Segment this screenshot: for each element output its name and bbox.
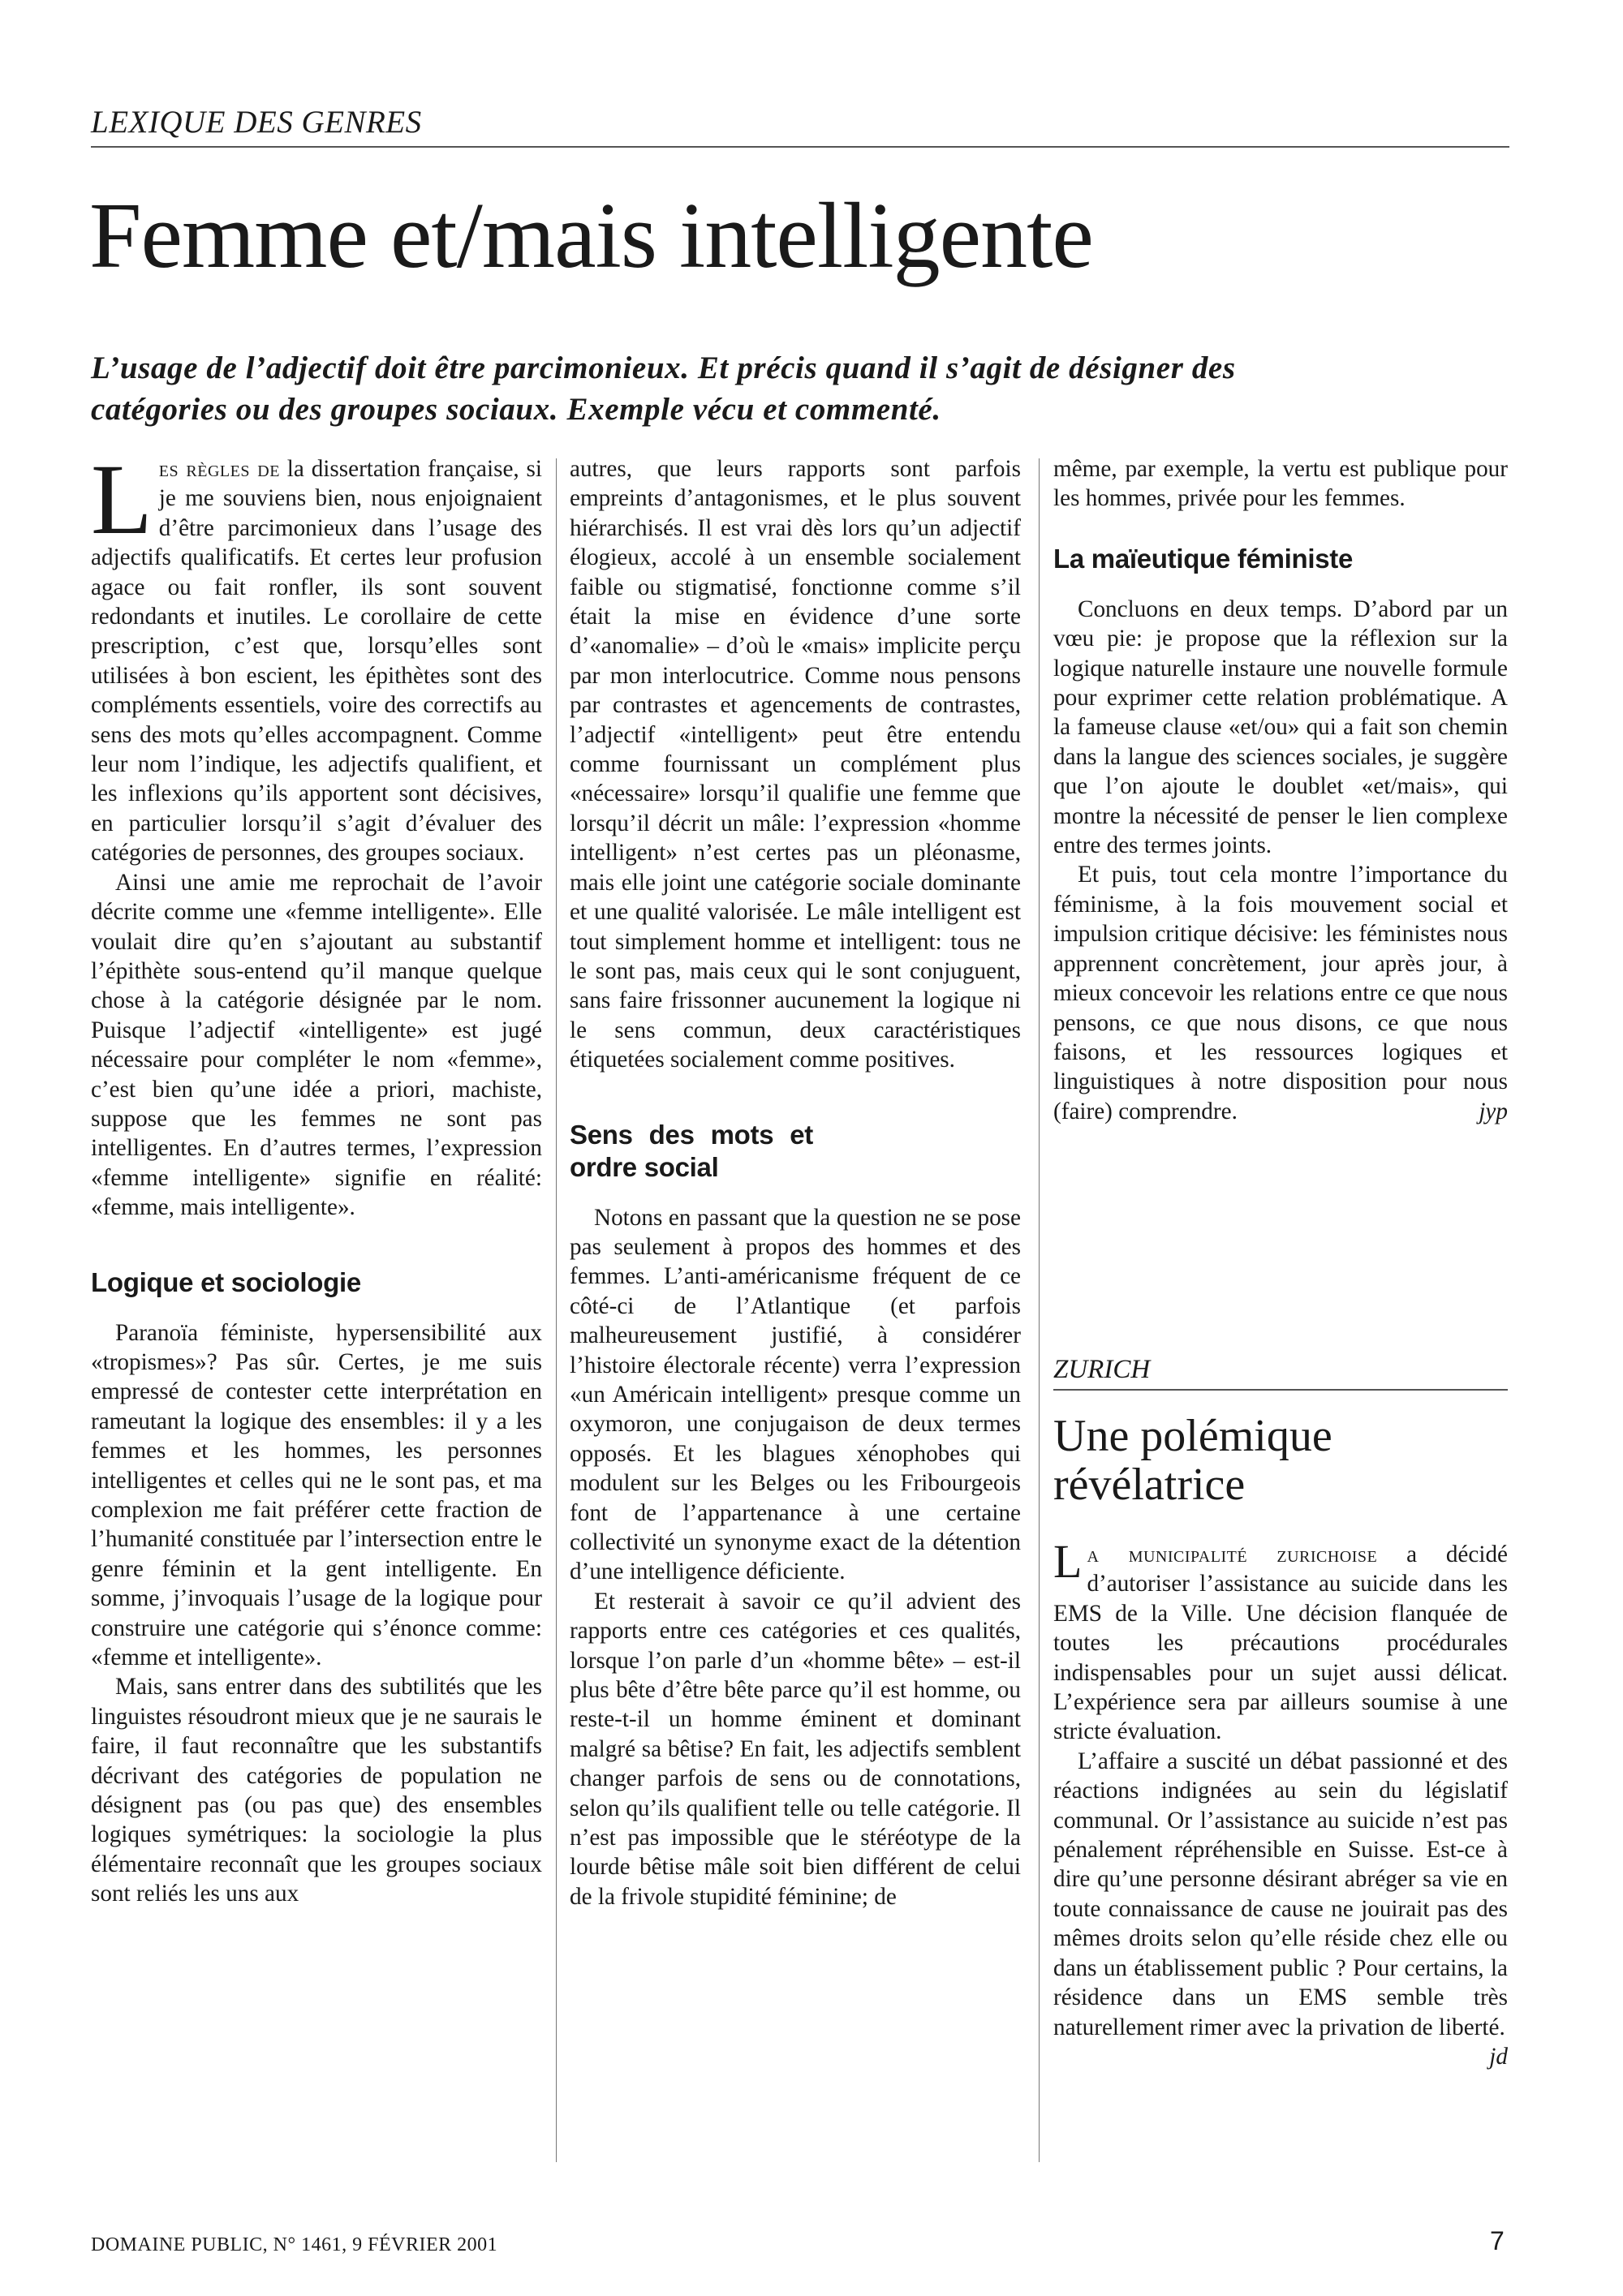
sidebar-body bbox=[1053, 1535, 1508, 2071]
page-footer: DOMAINE PUBLIC, N° 1461, 9 FÉVRIER 2001 bbox=[91, 2234, 498, 2255]
article-lede: L’usage de l’adjectif doit être parcimonieux. Et précis quand il s’agit de désigner des catégories ou des groupes sociaux. Exemple vécu et commenté. bbox=[91, 350, 1236, 427]
article-column-2 bbox=[570, 454, 1021, 1911]
paragraph-text: la dissertation française, si je me souviens bien, nous enjoignaient d’être parcimonieux dans l’usage des adjectifs qualificatifs. Et certes leur profusion agace ou fait ronfler, ils sont souvent redondants et inutiles. Le corollaire de cette prescription, c’est que, lorsqu’elles sont utilisées à bon escient, les épithètes sont des compléments essentiels, voire des correctifs au sens des mots qu’elles accompagnent. Comme leur nom l’indique, les adjectifs qualifient, et les inflexions qu’ils apportent sont décisives, en particulier lorsqu’il s’agit d’évaluer des catégories de personnes, des groupes sociaux. bbox=[91, 456, 542, 866]
paragraph-text: a décidé d’autoriser l’assistance au suicide dans les EMS de la Ville. Une décision flanquée de toutes les précautions procédurales indispensables pour un sujet aussi délicat. L’expérience sera par ailleurs soumise à une stricte évaluation. bbox=[1053, 1541, 1508, 1745]
paragraph-text: Et puis, tout cela montre l’importance du féminisme, à la fois mouvement social et impulsion critique décisive: les féministes nous apprennent concrètement, jour après jour, à mieux concevoir les relations entre ce que nous pensons, ce que nous disons, ce que nous faisons, et les ressources logiques et linguistiques à notre disposition pour nous (faire) comprendre. bbox=[1053, 862, 1508, 1124]
column-rule bbox=[1039, 458, 1040, 2162]
lead-in: a municipalité zurichoise bbox=[1087, 1541, 1378, 1567]
column-rule bbox=[556, 458, 557, 2162]
article-paragraph: Mais, sans entrer dans des subtilités que les linguistes résoudront mieux que je ne saurais le faire, il faut reconnaître que les substantifs décrivant des catégories de population ne désignent pas (ou pas que) des ensembles logiques symétriques: la sociologie la plus élémentaire reconnaît que les groupes sociaux sont reliés les uns aux bbox=[91, 1674, 542, 1907]
article-column-1 bbox=[91, 444, 542, 1909]
subheading-sens: Sens des mots et ordre social bbox=[570, 1119, 813, 1182]
sidebar-paragraph bbox=[1053, 1535, 1508, 1747]
section-rubric: LEXIQUE DES GENRES bbox=[91, 102, 1509, 148]
article-paragraph: autres, que leurs rapports sont parfois empreints d’antagonismes, et le plus souvent hiérarchisés. Il est vrai dès lors qu’un adjectif élogieux, accolé à un ensemble socialement faible ou stigmatisé, fonctionne comme s’il était la mise en évidence d’une sorte d’«anomalie» – d’où le «mais» implicite perçu par mon interlocutrice. Comme nous pensons par contrastes et agencements de contrastes, l’adjectif «intelligent» peut être entendu comme fournissant un complément plus «nécessaire» lorsqu’il qualifie une femme que lorsqu’il décrit un mâle: l’expression «homme intelligent» n’est certes pas un pléonasme, mais elle joint une catégorie sociale dominante et une qualité valorisée. Le mâle intelligent est tout simplement homme et intelligent: tous ne le sont pas, mais ceux qui le sont conjuguent, sans faire frissonner aucunement la logique ni le sens commun, deux caractéristiques étiquetées socialement comme positives. bbox=[570, 456, 1021, 1073]
article-paragraph: Concluons en deux temps. D’abord par un vœu pie: je propose que la réflexion sur la logique naturelle instaure une nouvelle formule pour exprimer cette relation problématique. A la fameuse clause «et/ou» qui a fait son chemin dans la langue des sciences sociales, je suggère que l’on ajoute le doublet «et/mais», qui montre la nécessité de penser le lien complexe entre des termes joints. bbox=[1053, 595, 1508, 859]
article-paragraph: Et resterait à savoir ce qu’il advient des rapports entre ces catégories et ces qualités, lorsque l’on parle d’un «homme bête» – est-il plus bête d’être bête parce qu’il est homme, ou reste-t-il un homme éminent et dominant malgré sa bêtise? En fait, les adjectifs semblent changer parfois de sens ou de connotations, selon qu’ils qualifient telle ou telle catégorie. Il n’est pas impossible que le stéréotype de la lourde bêtise mâle soit bien différent de celui de la frivole stupidité féminine; de bbox=[570, 1588, 1021, 1910]
drop-cap: L bbox=[1053, 1535, 1083, 1588]
article-column-3 bbox=[1053, 454, 1508, 1126]
article-headline: Femme et/mais intelligente bbox=[89, 184, 1093, 288]
article-paragraph: Paranoïa féministe, hypersensibilité aux «tropismes»? Pas sûr. Certes, je me suis empressé de contester cette interprétation en rameutant la logique des ensembles: il y a les femmes et les hommes, les personnes intelligentes et celles qui ne le sont pas, et ma complexion me fait préférer cette fraction de l’humanité constituée par l’intersection entre le genre féminin et la gent intelligente. En somme, j’invoquais l’usage de la logique pour construire une catégorie qui s’énonce comme: «femme et intelligente». bbox=[91, 1319, 542, 1671]
zurich-article bbox=[1053, 1353, 1508, 2071]
drop-cap: L bbox=[91, 444, 153, 555]
article-paragraph: même, par exemple, la vertu est publique pour les hommes, privée pour les femmes. bbox=[1053, 456, 1508, 512]
article-paragraph bbox=[91, 444, 542, 868]
lead-in: es règles de bbox=[158, 456, 280, 482]
sidebar-paragraph: L’affaire a suscité un débat passionné et des réactions indignées au sein du législatif communal. Or l’assistance au suicide n’est pas pénalement répréhensible en Suisse. Est-ce à dire qu’une personne désirant abréger sa vie en toute connaissance de cause ne jouirait pas des mêmes droits selon qu’elle réside chez elle ou dans un établissement public ? Pour certains, la résidence dans un EMS semble très naturellement rimer avec la privation de liberté. bbox=[1053, 1748, 1508, 2040]
sidebar-headline: Une polémique révélatrice bbox=[1053, 1411, 1332, 1510]
subheading-maieutique: La maïeutique féministe bbox=[1053, 543, 1354, 574]
sidebar-rubric: ZURICH bbox=[1053, 1353, 1508, 1391]
article-paragraph: Ainsi une amie me reprochait de l’avoir décrite comme une «femme intelligente». Elle voulait dire qu’en s’ajoutant au substantif l’épithète sous-entend qu’il manque quelque chose à la catégorie désignée par le nom. Puisque l’adjectif «intelligente» est jugé nécessaire pour compléter le nom «femme», c’est bien qu’une idée a priori, machiste, suppose que les femmes ne sont pas intelligentes. En d’autres termes, l’expression «femme intelligente» signifie en réalité: «femme, mais intelligente». bbox=[91, 869, 542, 1221]
article-paragraph: Notons en passant que la question ne se pose pas seulement à propos des hommes et des femmes. L’anti-américanisme fréquent de ce côté-ci de l’Atlantique (et parfois malheureusement justifié, à considérer l’histoire électorale récente) verra l’expression «un Américain intelligent» presque comme un oxymoron, une conjugaison de deux termes opposés. Et les blagues xénophobes qui modulent sur les Belges ou les Fribourgeois font de l’appartenance à une certaine collectivité un synonyme exact de la détention d’une intelligence déficiente. bbox=[570, 1204, 1021, 1585]
article-paragraph bbox=[1053, 860, 1508, 1126]
author-signature: jd bbox=[1489, 2043, 1508, 2070]
author-signature: jyp bbox=[1479, 1098, 1508, 1124]
subheading-logique: Logique et sociologie bbox=[91, 1266, 361, 1297]
page-number: 7 bbox=[1490, 2226, 1505, 2255]
